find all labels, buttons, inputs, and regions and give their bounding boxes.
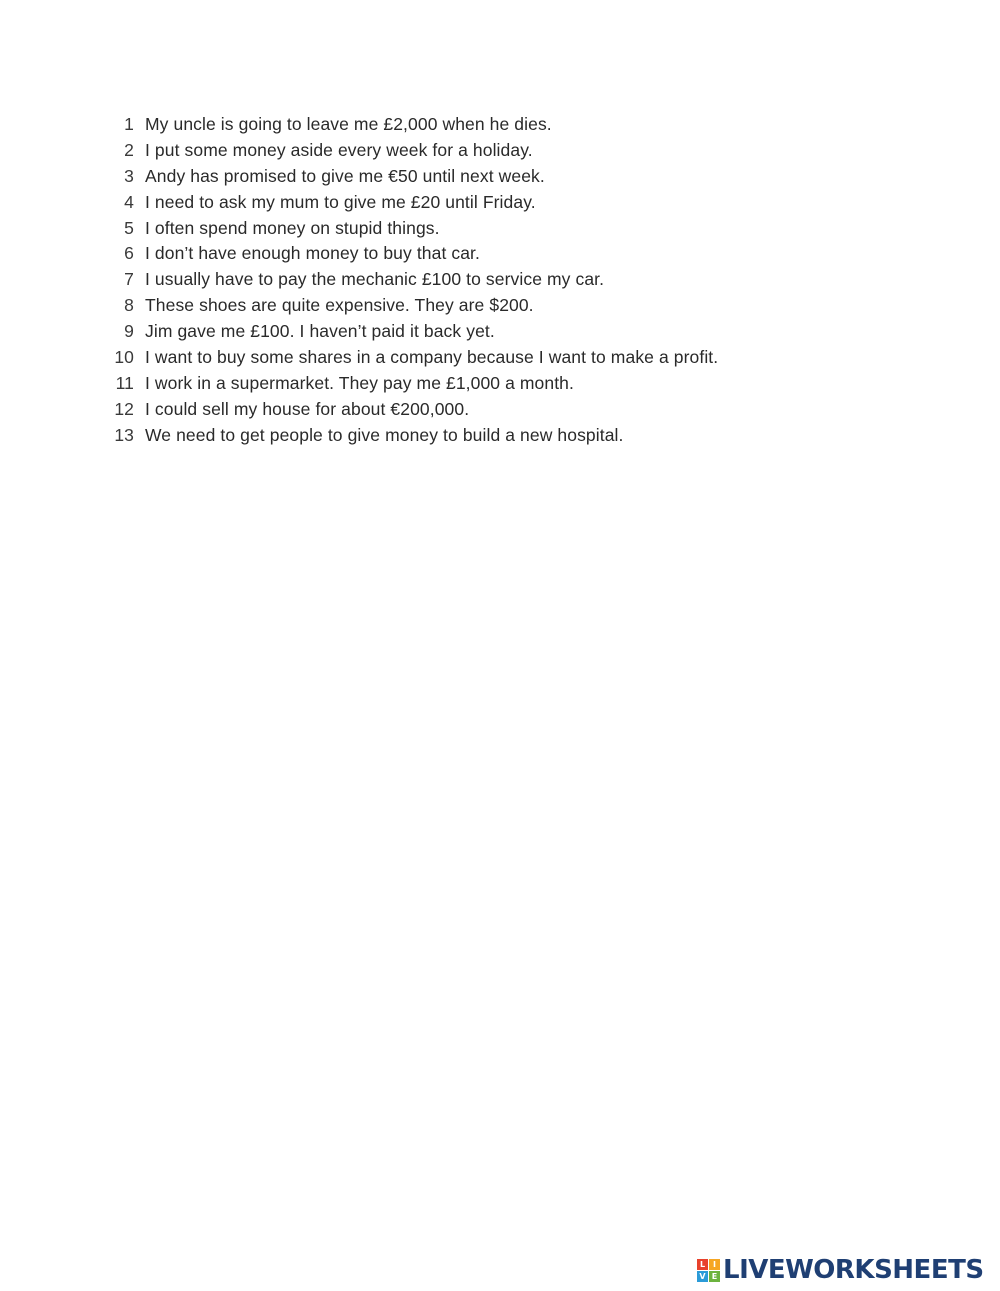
list-item bbox=[112, 425, 718, 451]
list-item bbox=[112, 347, 718, 373]
item-number: 9 bbox=[124, 321, 134, 342]
logo-cell-e: E bbox=[709, 1271, 720, 1282]
item-text: Jim gave me £100. I haven’t paid it back yet. bbox=[145, 321, 495, 342]
item-text: I work in a supermarket. They pay me £1,000 a month. bbox=[145, 372, 574, 393]
logo-cell-l: L bbox=[697, 1259, 708, 1270]
list-item bbox=[112, 243, 718, 269]
item-number: 1 bbox=[124, 114, 134, 134]
item-text: Andy has promised to give me €50 until next week. bbox=[145, 165, 545, 186]
list-item bbox=[112, 114, 718, 140]
list-item bbox=[112, 321, 718, 347]
item-number: 7 bbox=[124, 269, 134, 290]
item-text: I don’t have enough money to buy that car. bbox=[145, 243, 480, 264]
item-text: I usually have to pay the mechanic £100 to service my car. bbox=[145, 269, 605, 290]
logo-cell-v: V bbox=[697, 1271, 708, 1282]
item-number: 10 bbox=[114, 347, 134, 368]
item-text: We need to get people to give money to build a new hospital. bbox=[145, 424, 624, 445]
list-item bbox=[112, 140, 718, 166]
logo-text: LIVEWORKSHEETS bbox=[723, 1255, 984, 1285]
list-item bbox=[112, 373, 718, 399]
item-text: My uncle is going to leave me £2,000 when he dies. bbox=[145, 114, 552, 134]
item-number: 5 bbox=[124, 217, 134, 238]
list-item bbox=[112, 269, 718, 295]
list-item bbox=[112, 218, 718, 244]
item-text: I want to buy some shares in a company because I want to make a profit. bbox=[145, 347, 719, 368]
sentence-list bbox=[112, 114, 718, 451]
item-text: I need to ask my mum to give me £20 until Friday. bbox=[145, 191, 536, 212]
liveworksheets-logo bbox=[697, 1255, 984, 1285]
item-number: 11 bbox=[115, 372, 134, 393]
logo-cell-i: I bbox=[709, 1259, 720, 1270]
list-item bbox=[112, 295, 718, 321]
item-text: I often spend money on stupid things. bbox=[145, 217, 440, 238]
list-item bbox=[112, 399, 718, 425]
list-item bbox=[112, 192, 718, 218]
logo-mark-icon bbox=[697, 1259, 720, 1282]
item-number: 6 bbox=[124, 243, 134, 264]
item-number: 4 bbox=[124, 191, 134, 212]
list-item bbox=[112, 166, 718, 192]
item-number: 13 bbox=[114, 424, 134, 445]
item-text: I could sell my house for about €200,000. bbox=[145, 398, 470, 419]
item-text: I put some money aside every week for a holiday. bbox=[145, 139, 533, 160]
item-number: 8 bbox=[124, 295, 134, 316]
item-number: 3 bbox=[124, 165, 134, 186]
item-number: 2 bbox=[124, 139, 134, 160]
item-number: 12 bbox=[114, 398, 134, 419]
item-text: These shoes are quite expensive. They are $200. bbox=[145, 295, 534, 316]
